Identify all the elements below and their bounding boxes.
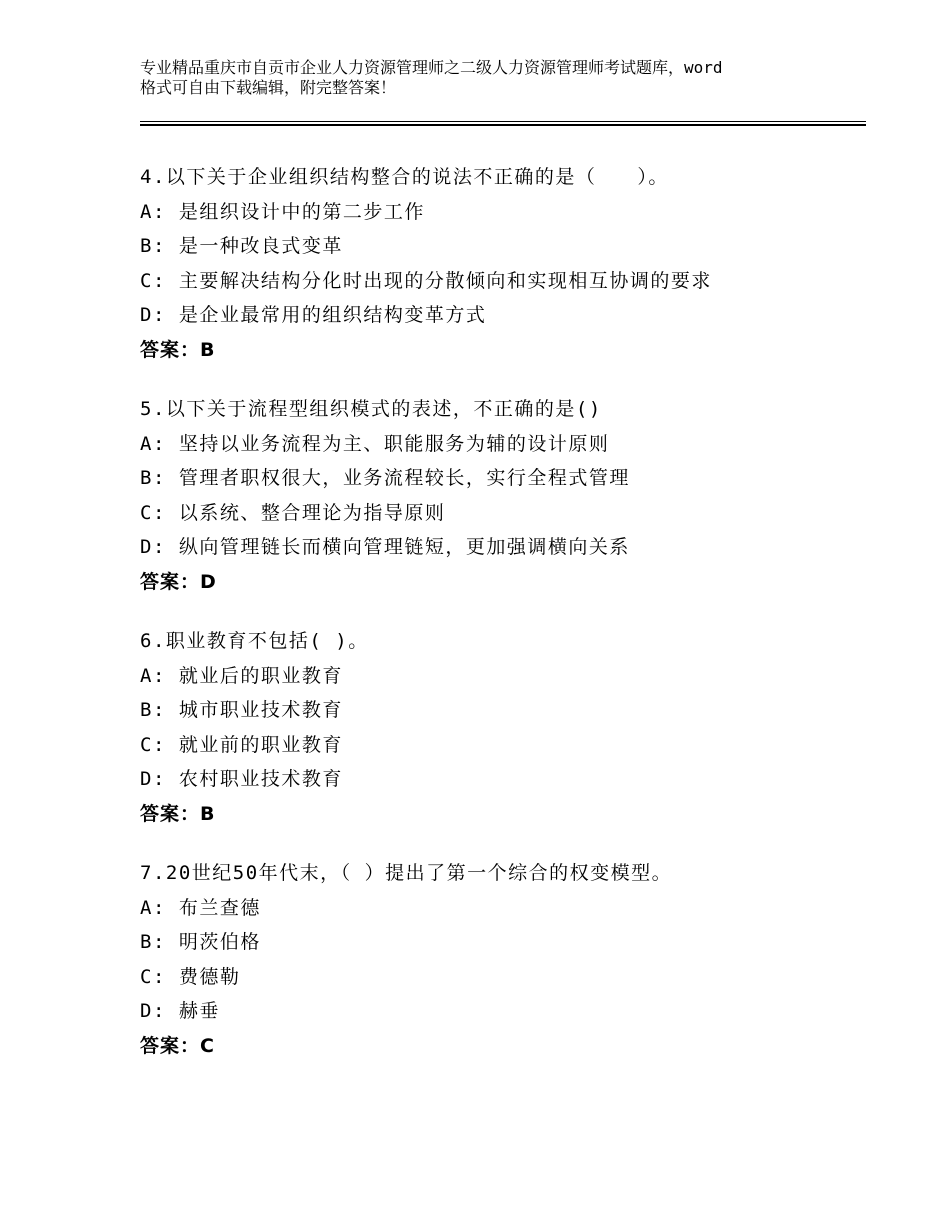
answer: 答案：B (140, 802, 216, 825)
option-d: D: 农村职业技术教育 (140, 768, 343, 790)
question-stem: 7.20世纪50年代末，（ ）提出了第一个综合的权变模型。 (140, 862, 673, 884)
option-c: C: 就业前的职业教育 (140, 733, 343, 756)
question-5 (140, 392, 866, 599)
question-stem: 4.以下关于企业组织结构整合的说法不正确的是（ ）。 (140, 166, 669, 188)
question-4 (140, 160, 866, 367)
question-stem: 5.以下关于流程型组织模式的表述，不正确的是() (140, 398, 602, 420)
option-a: A: 布兰查德 (140, 896, 261, 919)
option-a: A: 就业后的职业教育 (140, 664, 343, 687)
option-c: C: 费德勒 (140, 965, 241, 988)
question-stem: 6.职业教育不包括( )。 (140, 630, 369, 652)
option-a: A: 是组织设计中的第二步工作 (140, 200, 425, 223)
option-b: B: 管理者职权很大，业务流程较长，实行全程式管理 (140, 467, 630, 489)
header-rule-thin (140, 121, 866, 122)
document-header (140, 58, 840, 98)
header-rule-thick (140, 124, 866, 126)
answer: 答案：C (140, 1034, 215, 1057)
answer: 答案：D (140, 570, 217, 593)
question-6 (140, 624, 866, 831)
header-line-2: 格式可自由下载编辑，附完整答案！ (140, 78, 397, 97)
option-c: C: 主要解决结构分化时出现的分散倾向和实现相互协调的要求 (140, 269, 712, 292)
question-7 (140, 856, 866, 1063)
header-line-1: 专业精品重庆市自贡市企业人力资源管理师之二级人力资源管理师考试题库，word (140, 58, 723, 77)
option-a: A: 坚持以业务流程为主、职能服务为辅的设计原则 (140, 432, 610, 455)
option-d: D: 是企业最常用的组织结构变革方式 (140, 304, 487, 326)
option-b: B: 城市职业技术教育 (140, 699, 343, 721)
answer: 答案：B (140, 338, 216, 361)
option-b: B: 是一种改良式变革 (140, 235, 343, 257)
question-list (140, 160, 866, 1088)
option-c: C: 以系统、整合理论为指导原则 (140, 501, 446, 524)
option-d: D: 赫垂 (140, 1000, 220, 1022)
option-b: B: 明茨伯格 (140, 931, 261, 953)
option-d: D: 纵向管理链长而横向管理链短，更加强调横向关系 (140, 536, 630, 558)
